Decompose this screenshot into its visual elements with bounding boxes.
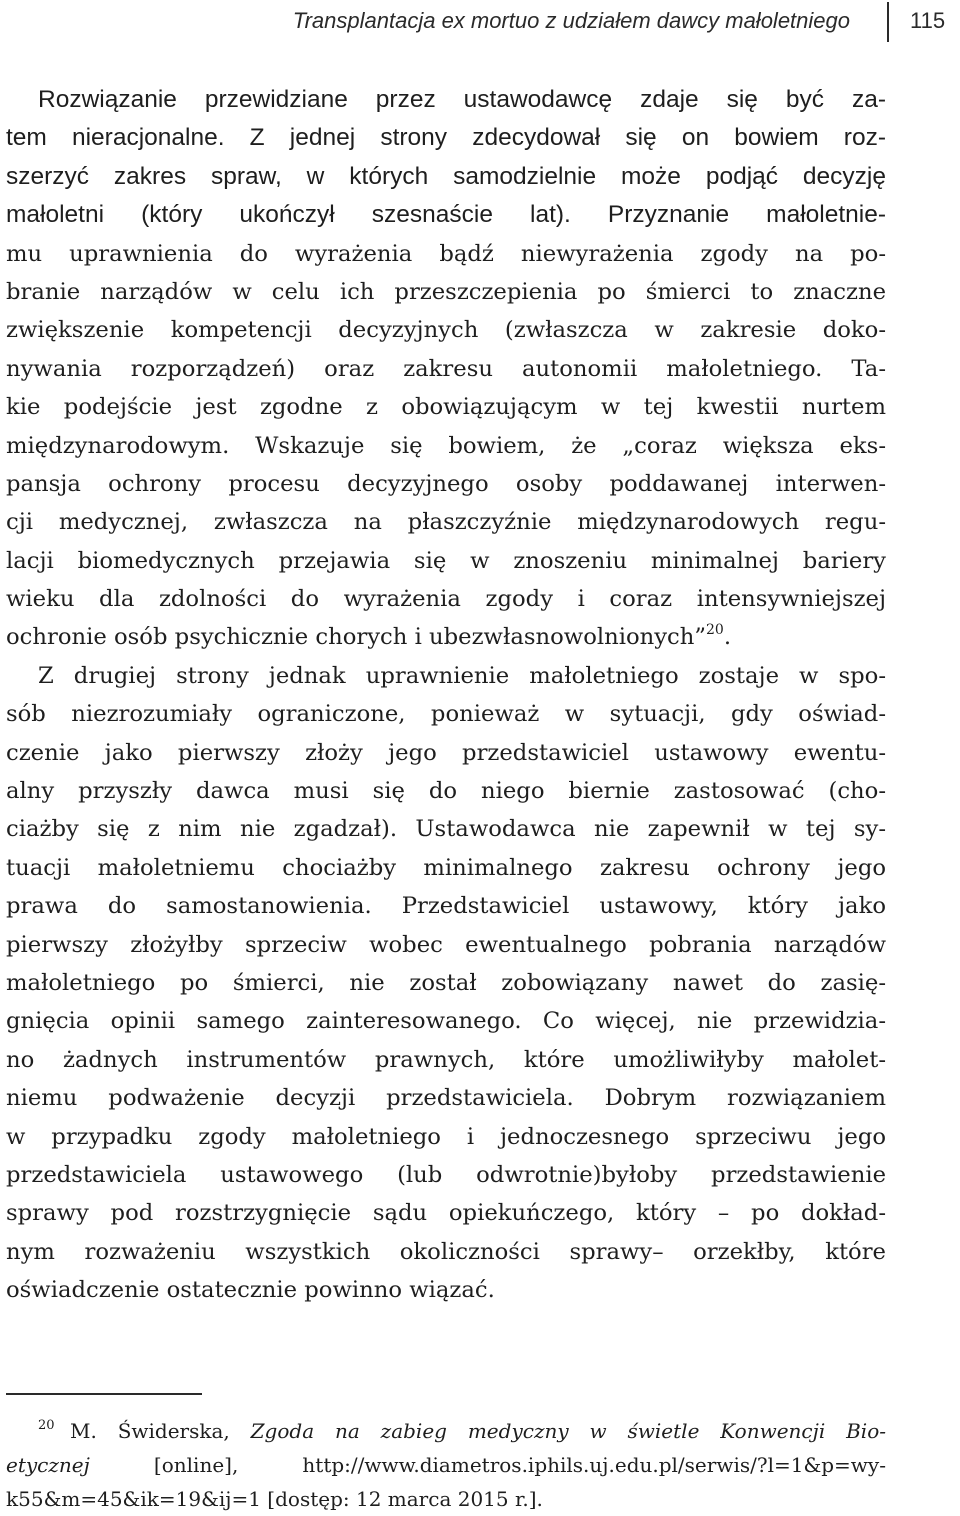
text-line-content: ciażby się z nim nie zgadzał). Ustawodawca nie zapewnił w tej sy- [6, 816, 886, 843]
running-title: Transplantacja ex mortuo z udziałem dawcy małoletniego [292, 8, 850, 33]
text-line-content: kie podejście jest zgodne z obowiązującym w tej kwestii nurtem [6, 394, 886, 421]
text-line-content: zwiększenie kompetencji decyzyjnych (zwłaszcza w zakresie doko- [6, 317, 886, 344]
text-line-content: niemu podważenie decyzji przedstawiciela. Dobrym rozwiązaniem [6, 1085, 886, 1112]
text-line-content: pierwszy złożyłby sprzeciw wobec ewentualnego pobrania narządów [6, 931, 886, 958]
text-line-content: mu uprawnienia do wyrażenia bądź niewyrażenia zgody na po- [6, 240, 886, 267]
footnote-title: Zgoda na zabieg medyczny w świetle Konwencji Bio- [250, 1419, 886, 1443]
text-line-content: cji medycznej, zwłaszcza na płaszczyźnie międzynarodowych regu- [6, 509, 886, 536]
footnote-reference: 20 [705, 622, 724, 639]
text-line-content: w przypadku zgody małoletniego i jednoczesnego sprzeciwu jego [6, 1123, 886, 1150]
footnote-divider [6, 1393, 202, 1395]
text-line-content: międzynarodowym. Wskazuje się bowiem, że „coraz większa eks- [6, 432, 886, 459]
text-line-content: wieku dla zdolności do wyrażenia zgody i coraz intensywniejszej [6, 586, 886, 613]
text-line-tail: . [723, 624, 732, 651]
text-line [6, 542, 886, 580]
text-line [6, 1079, 886, 1117]
footnote-title: etycznej [6, 1453, 90, 1477]
text-line [6, 1233, 886, 1271]
text-line-content: alny przyszły dawca musi się do niego biernie zastosować (cho- [6, 778, 886, 805]
footnote-line [6, 1482, 886, 1516]
body-text [6, 81, 886, 1310]
text-line-content: przedstawiciela ustawowego (lub odwrotnie)byłoby przedstawienie [6, 1161, 886, 1188]
text-line [6, 196, 886, 234]
text-line-content: lacji biomedycznych przejawia się w znoszeniu minimalnej bariery [6, 547, 886, 574]
footnote-line: 20 M. Świderska, Zgoda na zabieg medyczny w świetle Konwencji Bio- [38, 1418, 886, 1443]
text-line [6, 350, 886, 388]
text-line-content: nywania rozporządzeń) oraz zakresu autonomii małoletniego. Ta- [6, 355, 886, 382]
text-line-content: pansja ochrony procesu decyzyjnego osoby poddawanej interwen- [6, 470, 886, 497]
text-line-content: sprawy pod rozstrzygnięcie sądu opiekuńczego, który – po dokład- [6, 1200, 886, 1227]
text-line [6, 427, 886, 465]
text-line-content: Z drugiej strony jednak uprawnienie małoletniego zostaje w spo- [38, 662, 886, 689]
text-line-content: nym rozważeniu wszystkich okoliczności sprawy– orzekłby, które [6, 1238, 886, 1265]
text-line [6, 1118, 886, 1156]
text-line [6, 695, 886, 733]
text-line [6, 810, 886, 848]
text-line [6, 1271, 886, 1309]
footnote-text: [online], http://www.diametros.iphils.uj.edu.pl/serwis/?l=1&p=wy- [89, 1453, 886, 1477]
text-line [6, 1156, 886, 1194]
text-line [6, 503, 886, 541]
text-line [6, 119, 886, 157]
text-line-content: tem nieracjonalne. Z jednej strony zdecydował się on bowiem roz- [6, 124, 886, 152]
text-line-content: gnięcia opinii samego zainteresowanego. Co więcej, nie przewidzia- [6, 1008, 886, 1035]
page-number: 115 [910, 8, 946, 33]
text-line-content: małoletni (który ukończył szesnaście lat). Przyznanie małoletnie- [6, 201, 886, 229]
text-line [6, 580, 886, 618]
text-line-content: czenie jako pierwszy złoży jego przedstawiciel ustawowy ewentu- [6, 739, 886, 766]
text-line [6, 311, 886, 349]
footnote-text: k55&m=45&ik=19&ij=1 [dostęp: 12 marca 2015 r.]. [6, 1487, 543, 1511]
text-line-content: małoletniego po śmierci, nie został zobowiązany nawet do zasię- [6, 969, 886, 996]
footnote-text: M. Świderska, [70, 1419, 251, 1443]
footnotes [6, 1414, 886, 1516]
text-line [6, 465, 886, 503]
text-line [6, 1002, 886, 1040]
text-line-content: Rozwiązanie przewidziane przez ustawodawcę zdaje się być za- [38, 86, 886, 113]
text-line [6, 849, 886, 887]
text-line [6, 887, 886, 925]
text-line-content: tuacji małoletniemu chociażby minimalnego zakresu ochrony jego [6, 854, 886, 881]
footnote-line [6, 1448, 886, 1482]
text-line [6, 81, 886, 119]
text-line-content: ochronie osób psychicznie chorych i ubezwłasnowolnionych” [6, 624, 706, 651]
text-line-content: no żadnych instrumentów prawnych, które umożliwiłyby małolet- [6, 1046, 886, 1073]
running-header [0, 0, 960, 44]
text-line [6, 235, 886, 273]
text-line-content: branie narządów w celu ich przeszczepienia po śmierci to znaczne [6, 278, 886, 305]
text-line [6, 964, 886, 1002]
text-line [6, 734, 886, 772]
text-line [6, 772, 886, 810]
text-line [6, 926, 886, 964]
text-line [6, 618, 886, 656]
text-line-content: prawa do samostanowienia. Przedstawiciel ustawowy, który jako [6, 893, 886, 920]
text-line [6, 273, 886, 311]
text-line [6, 1194, 886, 1232]
text-line [6, 158, 886, 196]
header-divider [887, 2, 889, 42]
text-line [6, 388, 886, 426]
text-line-content: sób niezrozumiały ograniczone, ponieważ w sytuacji, gdy oświad- [6, 701, 886, 728]
text-line-content: oświadczenie ostatecznie powinno wiązać. [6, 1277, 495, 1304]
text-line [6, 657, 886, 695]
text-line [6, 1041, 886, 1079]
text-line-content: szerzyć zakres spraw, w których samodzielnie może podjąć decyzję [6, 162, 886, 190]
